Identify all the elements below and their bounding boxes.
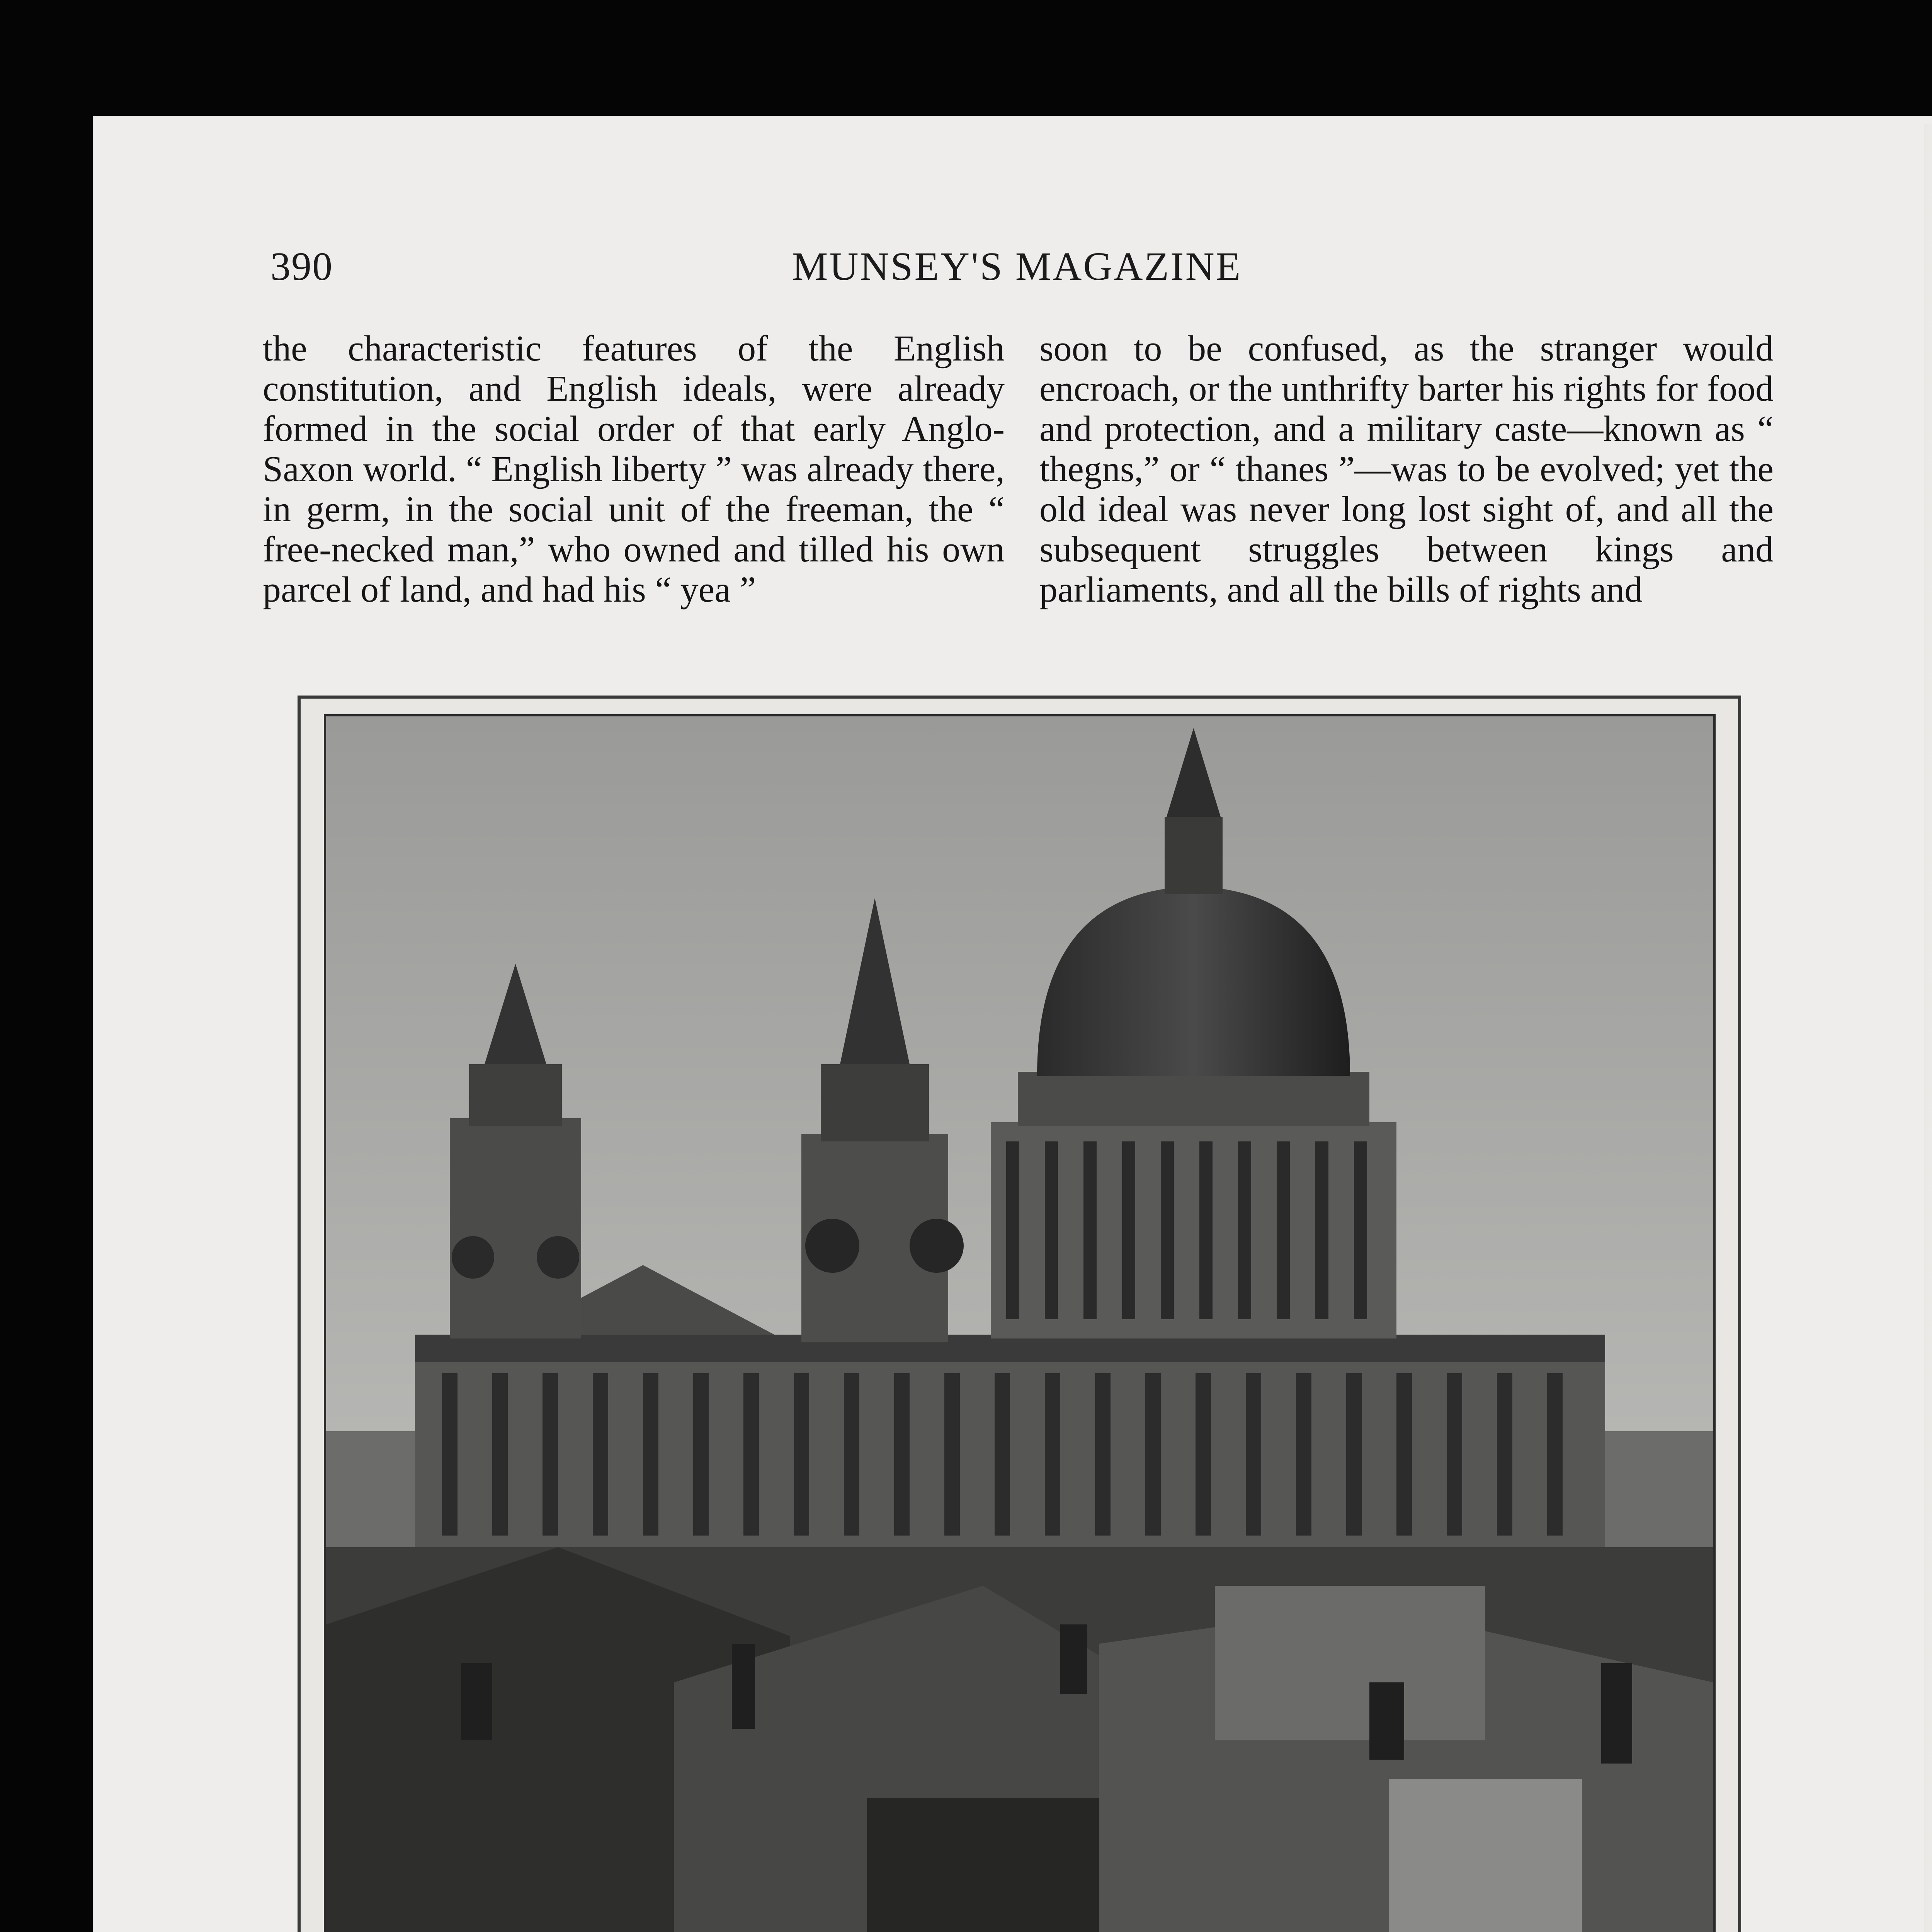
- page-gutter-shadow: [1924, 124, 1932, 1932]
- running-title: MUNSEY'S MAGAZINE: [792, 244, 1242, 289]
- paragraph: soon to be confused, as the stranger would encroach, or the unthrifty barter his rights for food and protection, and a military caste—known as “ thegns,” or “ thanes ”—was to be evolved; yet the old ideal was never long lost sight of, and all the subsequent struggles between kings and parliaments, and all the bills of rights and: [1039, 328, 1774, 610]
- cathedral-photo: [324, 714, 1716, 1932]
- page-header: [270, 243, 1777, 298]
- text-column-top-left: [263, 328, 1005, 610]
- paragraph: the characteristic features of the English constitution, and English ideals, were already formed in the social order of that early Anglo-Saxon world. “ English liberty ” was already there, in germ, in the social unit of the freeman, the “ free-necked man,” who owned and tilled his own parcel of land, and had his “ yea ”: [263, 328, 1005, 610]
- text-column-top-right: [1039, 328, 1774, 610]
- photo-frame: [298, 696, 1741, 1932]
- page-number: 390: [270, 244, 333, 289]
